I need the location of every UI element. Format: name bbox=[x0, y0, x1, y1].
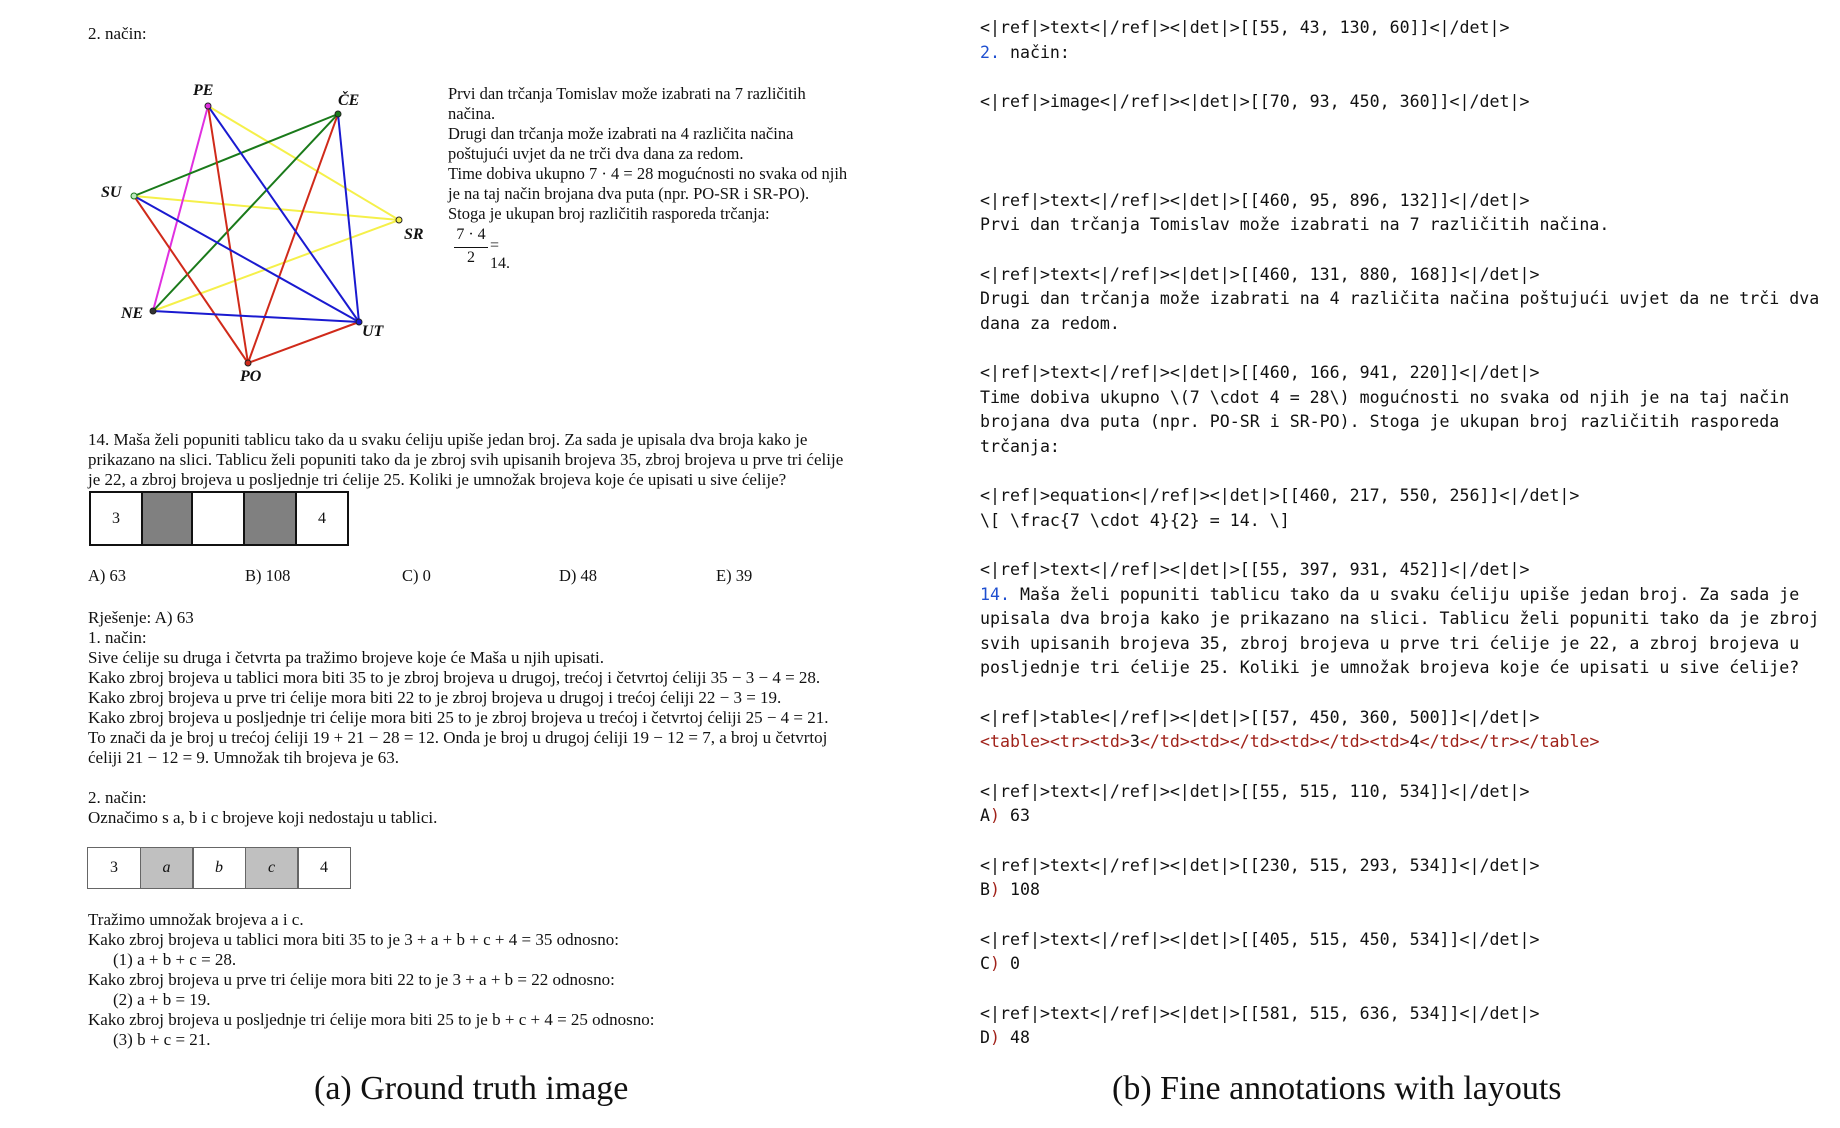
option-letter: A bbox=[980, 806, 990, 825]
annotation-body bbox=[980, 41, 1830, 66]
final-line: Kako zbroj brojeva u posljednje tri ćelije mora biti 25 to je b + c + 4 = 25 odnosno: bbox=[88, 1010, 655, 1029]
paren: ) bbox=[990, 806, 1000, 825]
option-letter: D bbox=[980, 1028, 990, 1047]
final-line: (3) b + c = 21. bbox=[113, 1030, 211, 1049]
option-letter: B bbox=[980, 880, 990, 899]
solution-line: Rješenje: A) 63 bbox=[88, 608, 194, 627]
annotation-body: Prvi dan trčanja Tomislav može izabrati na 7 različitih načina. bbox=[980, 215, 1610, 234]
table-cell: 3 bbox=[87, 847, 141, 889]
node-label-ne: NE bbox=[121, 305, 144, 322]
graph-text-line: poštujući uvjet da ne trči dva dana za redom. bbox=[448, 144, 744, 163]
table-cell bbox=[191, 491, 245, 546]
problem-14 bbox=[88, 430, 928, 490]
annotation-ref: <|ref|>text<|/ref|><|det|>[[55, 397, 931, 452]]<|/det|> bbox=[980, 560, 1530, 579]
annotation-body bbox=[980, 804, 1830, 829]
annotation-ref: <|ref|>text<|/ref|><|det|>[[405, 515, 450, 534]]<|/det|> bbox=[980, 929, 1540, 949]
node-label-po: PO bbox=[240, 368, 262, 385]
annotation-ref: <|ref|>table<|/ref|><|det|>[[57, 450, 360, 500]]<|/det|> bbox=[980, 707, 1540, 727]
paren: ) bbox=[990, 880, 1000, 899]
graph-text-line: Drugi dan trčanja može izabrati na 4 različita načina bbox=[448, 124, 794, 143]
table-cell: 4 bbox=[297, 847, 351, 889]
solution-line: ćeliji 21 − 12 = 9. Umnožak tih brojeva je 63. bbox=[88, 748, 399, 767]
annotation-body: \[ \frac{7 \cdot 4}{2} = 14. \] bbox=[980, 510, 1290, 530]
graph-text-line: Time dobiva ukupno 7 · 4 = 28 mogućnosti no svaka od njih bbox=[448, 164, 848, 183]
node-label-sr: SR bbox=[404, 226, 424, 243]
node-label-ce: ČE bbox=[338, 92, 360, 109]
solution-line: Kako zbroj brojeva u tablici mora biti 35 to je zbroj brojeva u drugoj, trećoj i četvrtoj ćeliji 35 − 3 − 4 = 28. bbox=[88, 668, 821, 687]
annotation-body: Time dobiva ukupno \(7 \cdot 4 = 28\) mogućnosti no svaka od njih je na taj način brojana dva puta (npr. PO-SR i SR-PO). Stoga je ukupan broj različitih rasporeda trčanja: bbox=[980, 387, 1800, 456]
final-line: Tražimo umnožak brojeva a i c. bbox=[88, 910, 304, 929]
graph-diagram bbox=[95, 75, 440, 395]
method2-line: Označimo s a, b i c brojeve koji nedostaju u tablici. bbox=[88, 808, 438, 827]
option-b: B) 108 bbox=[245, 566, 291, 585]
caption-a: (a) Ground truth image bbox=[314, 1070, 629, 1107]
table-cell: 3 bbox=[89, 491, 143, 546]
solution-equations bbox=[88, 910, 928, 1050]
annotation-ref: <|ref|>text<|/ref|><|det|>[[581, 515, 636, 534]]<|/det|> bbox=[980, 1003, 1540, 1023]
table-value: 3 bbox=[1129, 732, 1140, 751]
graph-text-line: je na taj način brojana dva puta (npr. PO-SR i SR-PO). bbox=[448, 184, 810, 203]
fraction-bar bbox=[454, 247, 488, 248]
node-label-su: SU bbox=[101, 184, 122, 201]
annotation-ref: <|ref|>text<|/ref|><|det|>[[460, 131, 880, 168]]<|/det|> bbox=[980, 264, 1540, 284]
paren: ) bbox=[990, 954, 1000, 973]
option-value: 63 bbox=[1000, 806, 1030, 825]
annotation-ref: <|ref|>text<|/ref|><|det|>[[460, 166, 941, 220]]<|/det|> bbox=[980, 363, 1540, 382]
table-cell-gray bbox=[243, 491, 297, 546]
solution-line: Kako zbroj brojeva u prve tri ćelije mora biti 22 to je zbroj brojeva u drugoj i trećoj ćeliji 22 − 3 = 19. bbox=[88, 688, 782, 707]
option-value: 48 bbox=[1000, 1028, 1030, 1047]
solution-method-1 bbox=[88, 608, 928, 768]
html-tag: </td></tr></table> bbox=[1419, 732, 1600, 751]
option-letter: C bbox=[980, 954, 990, 973]
solution-line: Kako zbroj brojeva u posljednje tri ćelije mora biti 25 to je zbroj brojeva u trećoj i četvrtoj ćeliji 25 − 4 = 21. bbox=[88, 708, 829, 727]
fraction-denominator: 2 bbox=[467, 249, 475, 266]
graph-text-line: načina. bbox=[448, 104, 496, 123]
table-cell: 4 bbox=[295, 491, 349, 546]
problem-line: prikazano na slici. Tablicu želi popuniti tako da je zbroj svih upisanih brojeva 35, zbroj brojeva u prve tri ćelije bbox=[88, 450, 844, 469]
solution-method-2 bbox=[88, 788, 928, 828]
problem-table bbox=[89, 491, 349, 546]
caption-b: (b) Fine annotations with layouts bbox=[1112, 1070, 1562, 1107]
annotation-body bbox=[980, 952, 1830, 977]
table-cell-gray: c bbox=[245, 847, 299, 889]
annotation-body bbox=[980, 583, 1830, 681]
graph-explanation bbox=[448, 84, 888, 224]
option-value: 0 bbox=[1000, 954, 1020, 973]
fraction-result: = 14. bbox=[490, 237, 510, 272]
fraction-equation bbox=[452, 226, 522, 270]
final-line: (1) a + b + c = 28. bbox=[113, 950, 237, 969]
option-d: D) 48 bbox=[559, 566, 598, 585]
annotation-body bbox=[980, 730, 1830, 755]
table-cell-gray bbox=[141, 491, 193, 546]
annotation-text: Maša želi popuniti tablicu tako da u svaku ćeliju upiše jedan broj. Za sada je upisala dva broja kako je prikazano na slici. Tablicu želi popuniti tako da je zbroj svih upisanih brojeva 35, zbroj brojeva u prve tri ćelije je 22, a zbroj brojeva u posljednje tri ćelije 25. Koliki je umnožak brojeva koje će upisati u sive ćelije? bbox=[980, 584, 1830, 677]
option-value: 108 bbox=[1000, 880, 1040, 899]
annotation-ref: <|ref|>equation<|/ref|><|det|>[[460, 217, 550, 256]]<|/det|> bbox=[980, 486, 1580, 505]
annotation-ref: <|ref|>text<|/ref|><|det|>[[55, 515, 110, 534]]<|/det|> bbox=[980, 781, 1530, 801]
node-label-ut: UT bbox=[362, 323, 384, 340]
section-number: 14. bbox=[980, 584, 1010, 604]
annotation-ref: <|ref|>text<|/ref|><|det|>[[460, 95, 896, 132]]<|/det|> bbox=[980, 190, 1530, 210]
final-line: (2) a + b = 19. bbox=[113, 990, 211, 1009]
solution-line: 1. način: bbox=[88, 628, 147, 647]
method2-line: 2. način: bbox=[88, 788, 147, 807]
annotations-panel bbox=[980, 16, 1830, 1056]
solution-line: To znači da je broj u trećoj ćeliji 19 + 21 − 28 = 12. Onda je broj u drugoj ćeliji 19 − 12 = 7, a broj u četvrtoj bbox=[88, 728, 828, 747]
annotation-ref: <|ref|>image<|/ref|><|det|>[[70, 93, 450, 360]]<|/det|> bbox=[980, 92, 1530, 111]
html-tag: </td><td></td><td></td><td> bbox=[1139, 732, 1410, 751]
problem-line: 14. Maša želi popuniti tablicu tako da u svaku ćeliju upiše jedan broj. Za sada je upisala dva broja kako je bbox=[88, 430, 808, 449]
annotation-text: način: bbox=[999, 42, 1070, 62]
option-c: C) 0 bbox=[402, 566, 431, 585]
section-number: 2. bbox=[980, 42, 1000, 62]
table-cell-gray: a bbox=[140, 847, 194, 889]
solution-line: Sive ćelije su druga i četvrta pa tražimo brojeve koje će Maša u njih upisati. bbox=[88, 648, 604, 667]
annotation-ref: <|ref|>text<|/ref|><|det|>[[230, 515, 293, 534]]<|/det|> bbox=[980, 855, 1540, 875]
node-label-pe: PE bbox=[193, 82, 214, 99]
html-tag: <table><tr><td> bbox=[980, 732, 1130, 751]
annotation-body: Drugi dan trčanja može izabrati na 4 različita načina poštujući uvjet da ne trči dva dana za redom. bbox=[980, 289, 1830, 333]
heading-method-2: 2. način: bbox=[88, 24, 147, 43]
paren: ) bbox=[990, 1028, 1000, 1047]
annotation-ref: <|ref|>text<|/ref|><|det|>[[55, 43, 130, 60]]<|/det|> bbox=[980, 18, 1510, 37]
table-cell: b bbox=[192, 847, 246, 889]
graph-text-line: Prvi dan trčanja Tomislav može izabrati na 7 različitih bbox=[448, 84, 806, 103]
problem-line: je 22, a zbroj brojeva u posljednje tri ćelije 25. Koliki je umnožak brojeva koje će upisati u sive ćelije? bbox=[88, 470, 787, 489]
annotation-body bbox=[980, 878, 1830, 903]
final-line: Kako zbroj brojeva u tablici mora biti 35 to je 3 + a + b + c + 4 = 35 odnosno: bbox=[88, 930, 619, 949]
option-e: E) 39 bbox=[716, 566, 753, 585]
option-a: A) 63 bbox=[88, 566, 127, 585]
graph-text-line: Stoga je ukupan broj različitih rasporeda trčanja: bbox=[448, 204, 770, 223]
annotation-body bbox=[980, 1026, 1830, 1051]
fraction-numerator: 7 · 4 bbox=[456, 226, 486, 243]
final-line: Kako zbroj brojeva u prve tri ćelije mora biti 22 to je 3 + a + b = 22 odnosno: bbox=[88, 970, 615, 989]
variables-table bbox=[87, 847, 351, 889]
table-value: 4 bbox=[1409, 732, 1420, 751]
